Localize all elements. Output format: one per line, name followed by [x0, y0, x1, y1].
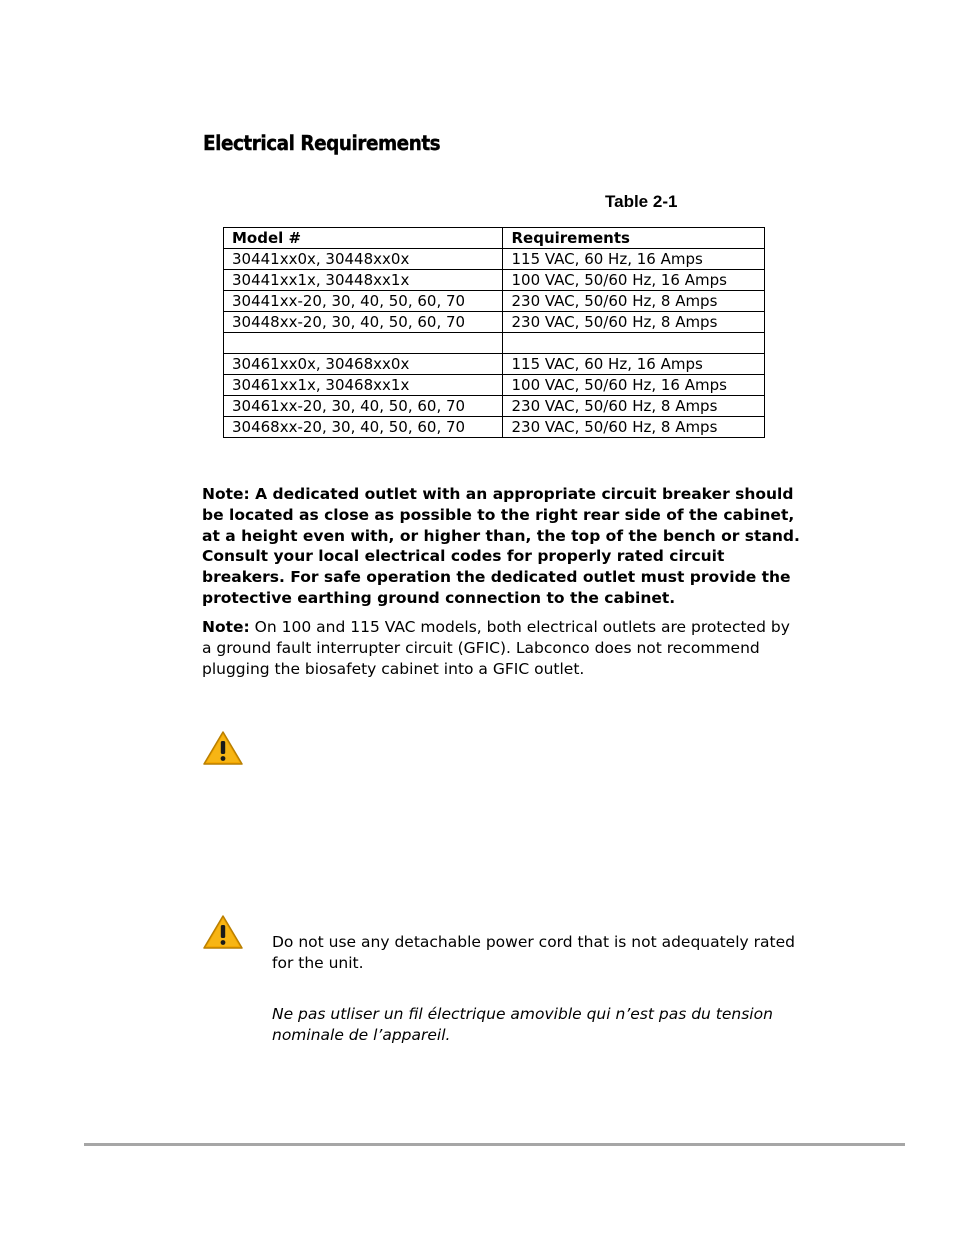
caution-line: for the unit.	[272, 954, 364, 972]
cell-model	[224, 333, 503, 354]
cell-model: 30461xx1x, 30468xx1x	[224, 375, 503, 396]
caution-english	[272, 932, 802, 974]
caution-line: Do not use any detachable power cord that is not adequately rated	[272, 933, 795, 951]
requirements-table	[223, 227, 765, 438]
cell-model: 30441xx-20, 30, 40, 50, 60, 70	[224, 291, 503, 312]
dedicated-outlet-note	[202, 484, 802, 609]
table-caption: Table 2-1	[605, 192, 678, 211]
cell-model: 30468xx-20, 30, 40, 50, 60, 70	[224, 417, 503, 438]
table-row	[224, 375, 765, 396]
cell-requirement: 230 VAC, 50/60 Hz, 8 Amps	[503, 312, 765, 333]
table-header-row	[224, 228, 765, 249]
caution-line: nominale de l’appareil.	[272, 1026, 451, 1044]
note-line: breakers. For safe operation the dedicated outlet must provide the	[202, 568, 791, 587]
table-row	[224, 417, 765, 438]
note-line: plugging the biosafety cabinet into a GFIC outlet.	[202, 660, 585, 678]
cell-requirement: 230 VAC, 50/60 Hz, 8 Amps	[503, 417, 765, 438]
table-row-spacer	[224, 333, 765, 354]
cell-model: 30461xx0x, 30468xx0x	[224, 354, 503, 375]
caution-line: Ne pas utliser un fil électrique amovible qui n’est pas du tension	[272, 1005, 773, 1023]
note-label: Note:	[202, 618, 250, 636]
cell-requirement: 100 VAC, 50/60 Hz, 16 Amps	[503, 375, 765, 396]
cell-model: 30441xx0x, 30448xx0x	[224, 249, 503, 270]
table-row	[224, 396, 765, 417]
cell-model: 30461xx-20, 30, 40, 50, 60, 70	[224, 396, 503, 417]
cell-requirement: 100 VAC, 50/60 Hz, 16 Amps	[503, 270, 765, 291]
warning-triangle-icon	[202, 914, 244, 950]
note-line: Note: A dedicated outlet with an appropriate circuit breaker should	[202, 485, 794, 503]
table-row	[224, 270, 765, 291]
table-row	[224, 249, 765, 270]
cell-requirement	[503, 333, 765, 354]
note-line: Consult your local electrical codes for properly rated circuit	[202, 547, 725, 566]
header-requirements: Requirements	[503, 228, 765, 249]
header-model: Model #	[224, 228, 503, 249]
note-line: be located as close as possible to the right rear side of the cabinet,	[202, 505, 795, 524]
cell-requirement: 115 VAC, 60 Hz, 16 Amps	[503, 249, 765, 270]
table-row	[224, 312, 765, 333]
gfic-note	[202, 617, 802, 680]
caution-french	[272, 1004, 802, 1046]
note-text: On 100 and 115 VAC models, both electrical outlets are protected by	[249, 618, 790, 636]
note-line: a ground fault interrupter circuit (GFIC). Labconco does not recommend	[202, 639, 760, 657]
table-row	[224, 291, 765, 312]
cell-requirement: 230 VAC, 50/60 Hz, 8 Amps	[503, 291, 765, 312]
note-line	[202, 617, 802, 638]
section-title: Electrical Requirements	[203, 131, 441, 155]
table-row	[224, 354, 765, 375]
cell-model: 30441xx1x, 30448xx1x	[224, 270, 503, 291]
cell-requirement: 115 VAC, 60 Hz, 16 Amps	[503, 354, 765, 375]
cell-model: 30448xx-20, 30, 40, 50, 60, 70	[224, 312, 503, 333]
note-line: protective earthing ground connection to the cabinet.	[202, 588, 676, 607]
footer-divider	[84, 1143, 905, 1146]
note-line: at a height even with, or higher than, the top of the bench or stand.	[202, 526, 800, 545]
warning-triangle-icon	[202, 730, 244, 766]
cell-requirement: 230 VAC, 50/60 Hz, 8 Amps	[503, 396, 765, 417]
